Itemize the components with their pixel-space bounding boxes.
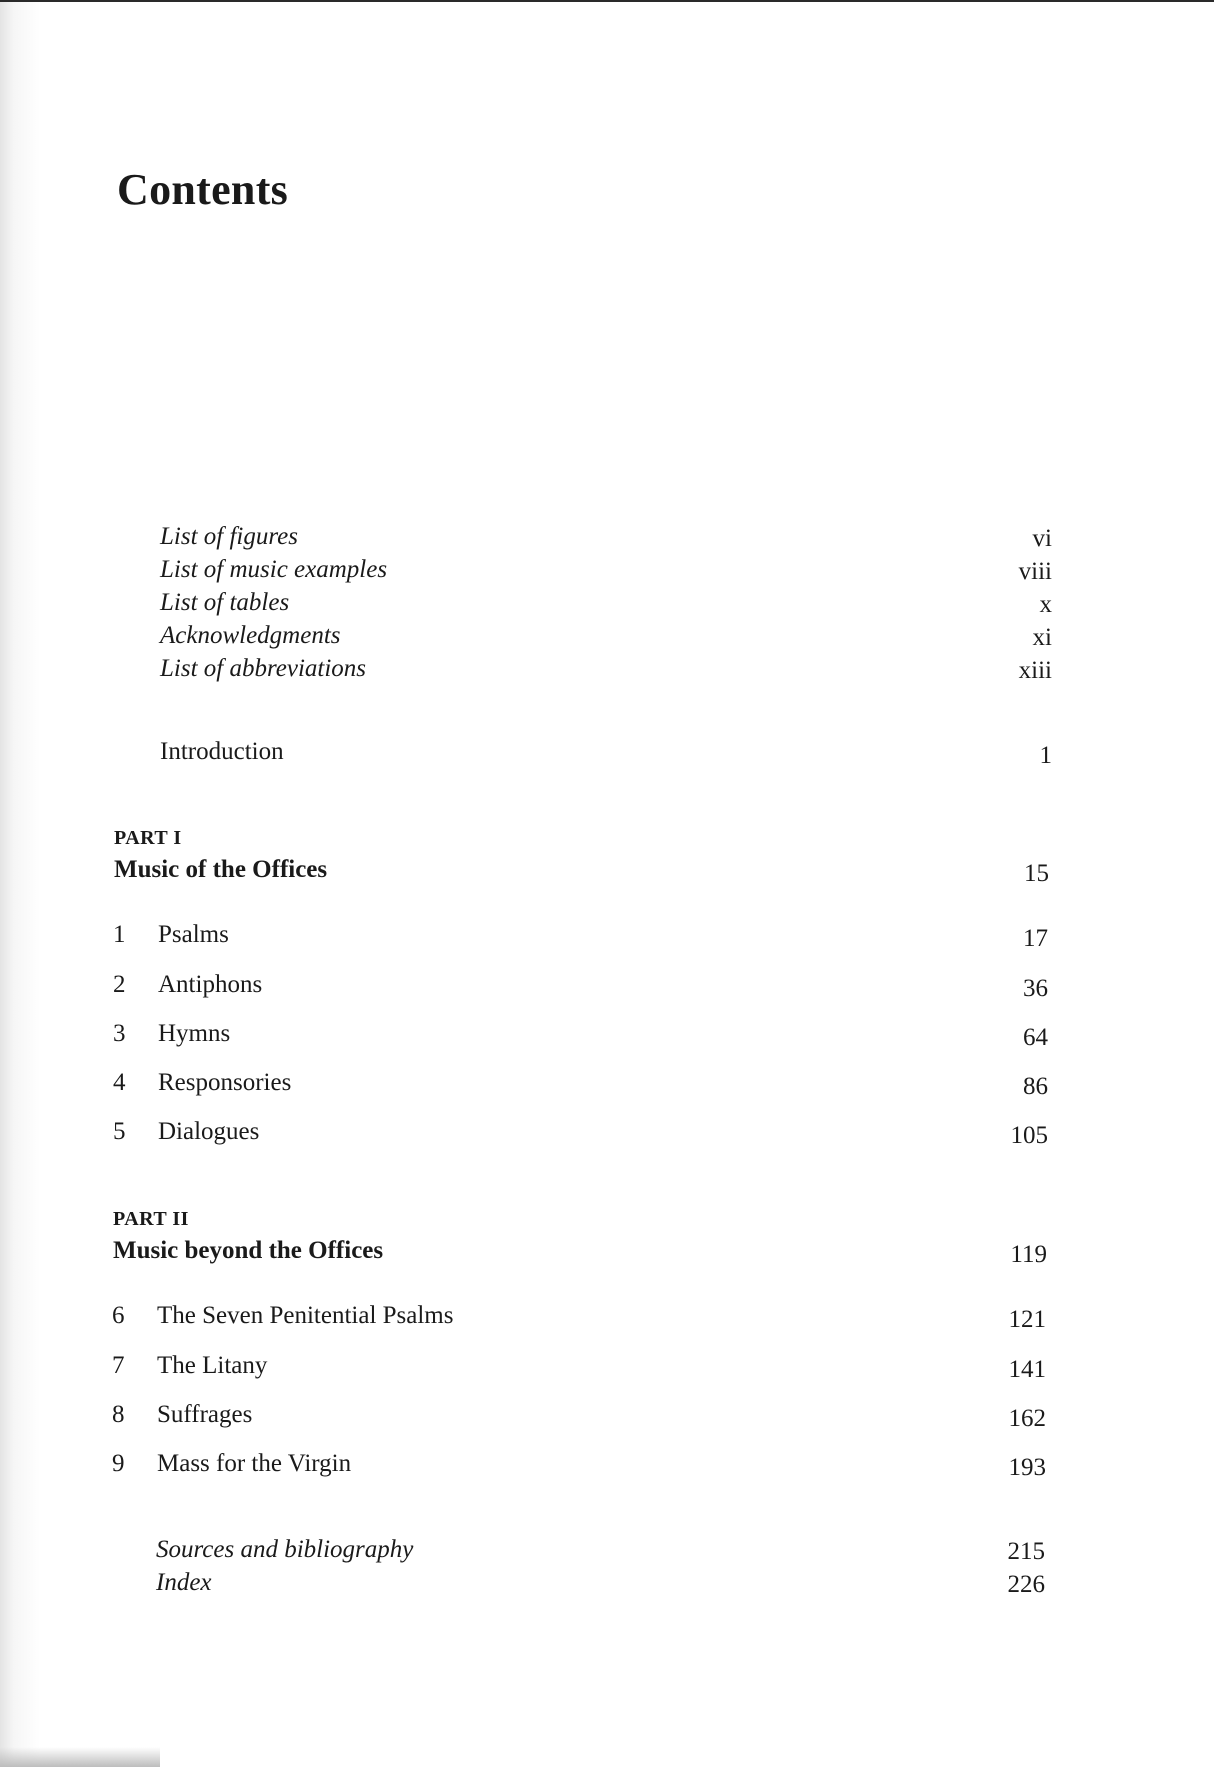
toc-entry-page: 64 [1023, 1024, 1048, 1051]
toc-entry-introduction[interactable] [115, 737, 1052, 771]
toc-entry-page: 141 [1008, 1356, 1046, 1383]
toc-entry-page: 226 [1007, 1571, 1045, 1598]
toc-entry-page: 105 [1010, 1122, 1048, 1149]
chapter-number: 2 [113, 971, 126, 998]
part-label: PART II [113, 1208, 189, 1230]
toc-entry-page: 119 [1010, 1241, 1047, 1268]
toc-entry-label: Sources and bibliography [156, 1536, 414, 1563]
toc-entry-label: List of tables [160, 589, 290, 616]
toc-entry-label: Index [156, 1569, 212, 1596]
chapter-number: 5 [113, 1118, 126, 1145]
toc-entry-acknowledgments[interactable] [115, 621, 1052, 653]
contents-title: Contents [117, 165, 289, 214]
toc-entry-label: Acknowledgments [160, 622, 341, 649]
toc-entry-chapter[interactable] [113, 1117, 1048, 1151]
toc-entry-page: 1 [1039, 742, 1052, 769]
toc-entry-label: List of music examples [160, 556, 388, 583]
toc-entry-label: The Litany [157, 1352, 268, 1379]
chapter-number: 4 [113, 1069, 126, 1096]
chapter-number: 9 [112, 1450, 125, 1477]
toc-entry-index[interactable] [111, 1568, 1045, 1600]
chapter-number: 7 [112, 1352, 125, 1379]
toc-entry-list-of-abbreviations[interactable] [115, 654, 1052, 686]
toc-entry-label: Introduction [160, 738, 284, 765]
toc-entry-page: vi [1032, 525, 1052, 552]
toc-entry-chapter[interactable] [113, 920, 1048, 954]
part-title: Music beyond the Offices [113, 1237, 384, 1264]
toc-entry-sources-and-bibliography[interactable] [111, 1535, 1045, 1567]
chapter-number: 8 [112, 1401, 125, 1428]
toc-entry-chapter[interactable] [112, 1400, 1046, 1434]
toc-entry-chapter[interactable] [113, 1068, 1048, 1102]
toc-entry-page: xiii [1018, 657, 1052, 684]
toc-entry-page: 86 [1023, 1073, 1048, 1100]
toc-entry-label: Dialogues [158, 1118, 260, 1145]
toc-entry-chapter[interactable] [113, 970, 1048, 1004]
toc-entry-page: 121 [1008, 1306, 1046, 1333]
toc-entry-page: 15 [1024, 860, 1049, 887]
toc-entry-list-of-figures[interactable] [115, 522, 1052, 554]
toc-entry-page: viii [1018, 558, 1052, 585]
toc-entry-label: Psalms [158, 921, 229, 948]
toc-entry-chapter[interactable] [112, 1449, 1046, 1483]
toc-entry-label: Responsories [158, 1069, 292, 1096]
chapter-number: 3 [113, 1020, 126, 1047]
toc-entry-list-of-tables[interactable] [115, 588, 1052, 620]
toc-entry-page: 193 [1008, 1454, 1046, 1481]
chapter-number: 1 [113, 921, 126, 948]
toc-entry-page: 162 [1008, 1405, 1046, 1432]
toc-entry-list-of-music-examples[interactable] [115, 555, 1052, 587]
part-label: PART I [114, 827, 182, 849]
toc-entry-label: Antiphons [158, 971, 263, 998]
toc-entry-page: 36 [1023, 975, 1048, 1002]
toc-entry-label: The Seven Penitential Psalms [157, 1302, 454, 1329]
toc-entry-label: Hymns [158, 1020, 231, 1047]
toc-entry-label: Mass for the Virgin [157, 1450, 352, 1477]
part-title-entry[interactable] [113, 1236, 1047, 1270]
toc-entry-page: xi [1032, 624, 1052, 651]
toc-entry-label: Suffrages [157, 1401, 253, 1428]
part-title-entry[interactable] [114, 855, 1049, 889]
part-title: Music of the Offices [114, 856, 328, 883]
top-edge-rule [0, 0, 1214, 2]
toc-entry-chapter[interactable] [112, 1301, 1046, 1335]
toc-entry-page: x [1039, 591, 1052, 618]
toc-entry-label: List of figures [160, 523, 298, 550]
toc-entry-label: List of abbreviations [160, 655, 367, 682]
toc-entry-chapter[interactable] [112, 1351, 1046, 1385]
chapter-number: 6 [112, 1302, 125, 1329]
toc-entry-page: 215 [1007, 1538, 1045, 1565]
toc-entry-page: 17 [1023, 925, 1048, 952]
toc-entry-chapter[interactable] [113, 1019, 1048, 1053]
page-corner-shadow [0, 1747, 160, 1767]
